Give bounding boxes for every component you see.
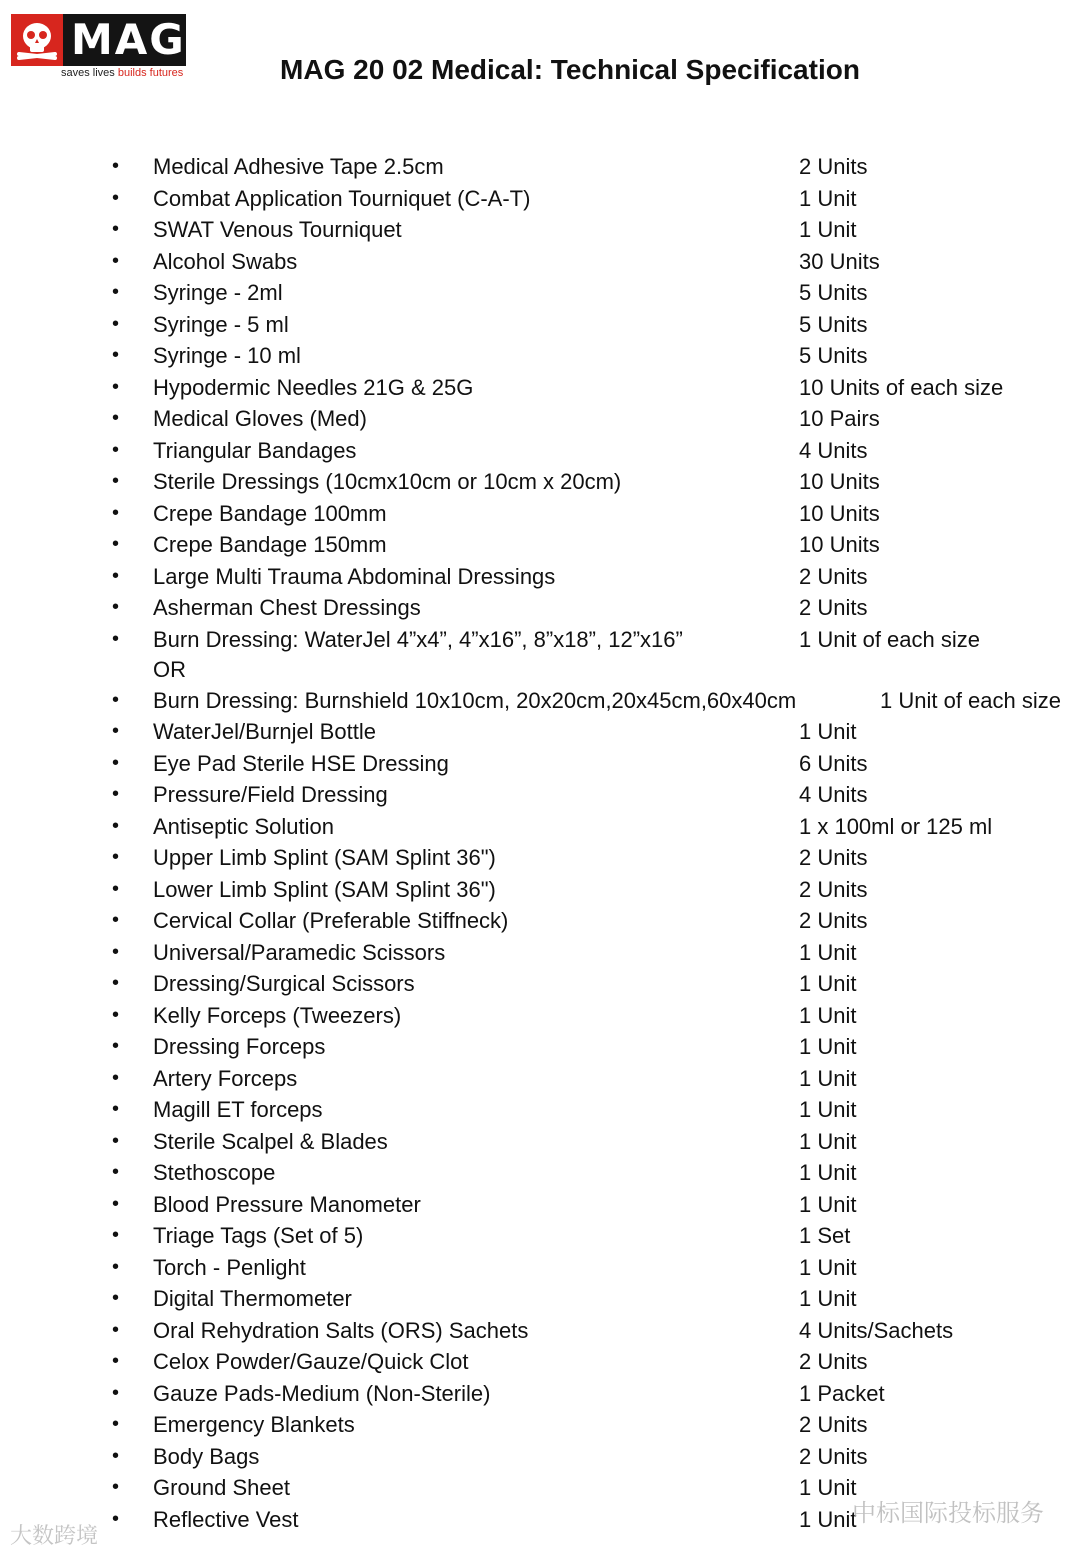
watermark-left: 大数跨境: [10, 1524, 99, 1549]
list-item: [0, 1283, 1080, 1315]
item-name: Universal/Paramedic Scissors: [153, 939, 446, 965]
list-item: [0, 811, 1080, 843]
list-item: [0, 1315, 1080, 1347]
item-quantity: 1 Unit: [799, 939, 857, 965]
bullet-icon: •: [112, 1066, 120, 1089]
item-name: Syringe - 2ml: [153, 280, 283, 305]
bullet-icon: •: [112, 1287, 120, 1309]
item-name: Kelly Forceps (Tweezers): [153, 1002, 402, 1028]
bullet-icon: •: [112, 407, 120, 429]
item-name: Magill ET forceps: [153, 1097, 323, 1122]
item-quantity: 1 Unit: [799, 1191, 857, 1217]
watermark-right: 中标国际投标服务: [852, 1499, 1044, 1527]
item-name: Hypodermic Needles 21G & 25G: [153, 374, 474, 400]
item-quantity: 2 Units: [799, 1349, 868, 1374]
item-quantity: 1 Unit: [799, 1160, 857, 1185]
bullet-icon: •: [112, 438, 120, 461]
list-item: [0, 748, 1080, 780]
list-item: [0, 968, 1080, 1000]
list-item: [0, 779, 1080, 811]
item-quantity: 10 Units: [799, 532, 880, 557]
list-item: [0, 624, 1080, 685]
list-item: [0, 1220, 1080, 1252]
item-quantity: 5 Units: [799, 280, 868, 305]
list-item: [0, 937, 1080, 969]
list-item: [0, 372, 1080, 404]
item-name: Crepe Bandage 100mm: [153, 500, 387, 526]
item-quantity: 10 Units of each size: [799, 374, 1004, 400]
item-quantity: 1 Unit: [799, 1097, 857, 1122]
item-quantity: 2 Units: [799, 876, 868, 902]
item-name: Antiseptic Solution: [153, 813, 334, 839]
item-name: Cervical Collar (Preferable Stiffneck): [153, 908, 509, 933]
item-quantity: 2 Units: [799, 595, 868, 620]
list-item: [0, 466, 1080, 498]
bullet-icon: •: [112, 972, 120, 994]
bullet-icon: •: [112, 783, 120, 805]
item-quantity: 10 Pairs: [799, 406, 880, 431]
bullet-icon: •: [112, 249, 120, 272]
bullet-icon: •: [112, 533, 120, 555]
bullet-icon: •: [112, 501, 120, 524]
item-name: Blood Pressure Manometer: [153, 1191, 421, 1217]
item-name: Emergency Blankets: [153, 1412, 355, 1437]
item-quantity: 1 Set: [799, 1223, 851, 1248]
bullet-icon: •: [112, 1161, 120, 1183]
item-quantity: 2 Units: [799, 845, 868, 870]
page-title: MAG 20 02 Medical: Technical Specification: [280, 54, 860, 85]
list-item: [0, 309, 1080, 341]
bullet-icon: •: [112, 909, 120, 931]
item-name: Digital Thermometer: [153, 1286, 352, 1311]
item-note: OR: [153, 656, 186, 682]
bullet-icon: •: [112, 1224, 120, 1246]
item-name: Syringe - 5 ml: [153, 311, 289, 337]
list-item: [0, 340, 1080, 372]
item-name: SWAT Venous Tourniquet: [153, 217, 402, 242]
list-item: [0, 874, 1080, 906]
list-item: [0, 716, 1080, 748]
item-name: Burn Dressing: Burnshield 10x10cm, 20x20cm,20x45cm,60x40cm: [153, 687, 797, 713]
bullet-icon: •: [112, 312, 120, 335]
list-item: [0, 1409, 1080, 1441]
item-quantity: 4 Units: [799, 437, 868, 463]
list-item: [0, 1031, 1080, 1063]
item-name: Gauze Pads-Medium (Non-Sterile): [153, 1380, 491, 1406]
item-quantity: 2 Units: [799, 1412, 868, 1437]
item-quantity: 2 Units: [799, 908, 868, 933]
bullet-icon: •: [112, 627, 120, 650]
item-quantity: 5 Units: [799, 311, 868, 337]
item-name: Oral Rehydration Salts (ORS) Sachets: [153, 1317, 529, 1343]
bullet-icon: •: [112, 1476, 120, 1498]
bullet-icon: •: [112, 596, 120, 618]
bullet-icon: •: [112, 940, 120, 963]
list-item: [0, 1094, 1080, 1126]
list-item: [0, 151, 1080, 183]
list-item: [0, 1157, 1080, 1189]
bullet-icon: •: [112, 1192, 120, 1215]
bullet-icon: •: [112, 846, 120, 868]
bullet-icon: •: [112, 375, 120, 398]
item-name: Dressing Forceps: [153, 1034, 326, 1059]
item-quantity: 1 Unit: [799, 185, 857, 211]
item-name: Syringe - 10 ml: [153, 343, 301, 368]
list-item: [0, 498, 1080, 530]
item-quantity: 2 Units: [799, 563, 868, 589]
list-item: [0, 1063, 1080, 1095]
item-quantity: 1 x 100ml or 125 ml: [799, 813, 993, 839]
item-quantity: 2 Units: [799, 1443, 868, 1469]
list-item: [0, 183, 1080, 215]
item-name: Eye Pad Sterile HSE Dressing: [153, 750, 449, 776]
item-name: Crepe Bandage 150mm: [153, 532, 387, 557]
list-item: [0, 403, 1080, 435]
item-name: Torch - Penlight: [153, 1254, 306, 1280]
item-quantity: 1 Unit: [799, 1475, 857, 1500]
item-quantity: 1 Unit of each size: [799, 626, 980, 652]
item-name: Stethoscope: [153, 1160, 276, 1185]
item-quantity: 1 Unit of each size: [880, 687, 1061, 713]
bullet-icon: •: [112, 218, 120, 240]
bullet-icon: •: [112, 877, 120, 900]
specification-list: [0, 151, 1080, 1535]
item-name: Sterile Scalpel & Blades: [153, 1128, 388, 1154]
list-item: [0, 214, 1080, 246]
item-name: Combat Application Tourniquet (C-A-T): [153, 185, 531, 211]
item-name: Body Bags: [153, 1443, 260, 1469]
list-item: [0, 246, 1080, 278]
item-name: Large Multi Trauma Abdominal Dressings: [153, 563, 556, 589]
bullet-icon: •: [112, 281, 120, 303]
item-quantity: 6 Units: [799, 750, 868, 776]
item-name: WaterJel/Burnjel Bottle: [153, 719, 376, 744]
bullet-icon: •: [112, 1129, 120, 1152]
item-quantity: 5 Units: [799, 343, 868, 368]
list-item: [0, 905, 1080, 937]
bullet-icon: •: [112, 1098, 120, 1120]
bullet-icon: •: [112, 344, 120, 366]
bullet-icon: •: [112, 1350, 120, 1372]
logo-wordmark: MAG: [71, 15, 186, 64]
bullet-icon: •: [112, 1507, 120, 1530]
bullet-icon: •: [112, 155, 120, 177]
item-quantity: 1 Unit: [799, 1128, 857, 1154]
bullet-icon: •: [112, 814, 120, 837]
list-item: [0, 592, 1080, 624]
bullet-icon: •: [112, 564, 120, 587]
item-quantity: 4 Units/Sachets: [799, 1317, 954, 1343]
list-item: [0, 277, 1080, 309]
bullet-icon: •: [112, 1381, 120, 1404]
item-name: Alcohol Swabs: [153, 248, 298, 274]
item-quantity: 1 Packet: [799, 1380, 885, 1406]
item-quantity: 1 Unit: [799, 1034, 857, 1059]
bullet-icon: •: [112, 688, 120, 711]
tagline-part1: saves lives: [61, 67, 118, 79]
item-name: Upper Limb Splint (SAM Splint 36"): [153, 845, 496, 870]
item-quantity: 1 Unit: [799, 971, 857, 996]
list-item: [0, 1441, 1080, 1473]
list-item: [0, 1252, 1080, 1284]
list-item: [0, 1189, 1080, 1221]
list-item: [0, 1346, 1080, 1378]
item-quantity: 4 Units: [799, 782, 868, 807]
item-name: Triage Tags (Set of 5): [153, 1223, 364, 1248]
list-item: [0, 842, 1080, 874]
item-quantity: 1 Unit: [799, 1506, 857, 1532]
item-name: Pressure/Field Dressing: [153, 782, 388, 807]
list-item: [0, 1000, 1080, 1032]
item-quantity: 10 Units: [799, 469, 880, 494]
bullet-icon: •: [112, 751, 120, 774]
item-name: Triangular Bandages: [153, 437, 357, 463]
list-item: [0, 435, 1080, 467]
list-item: [0, 529, 1080, 561]
bullet-icon: •: [112, 186, 120, 209]
item-name: Ground Sheet: [153, 1475, 290, 1500]
item-quantity: 2 Units: [799, 154, 868, 179]
bullet-icon: •: [112, 1003, 120, 1026]
item-name: Dressing/Surgical Scissors: [153, 971, 415, 996]
item-name: Medical Adhesive Tape 2.5cm: [153, 154, 444, 179]
item-name: Sterile Dressings (10cmx10cm or 10cm x 20cm): [153, 469, 622, 494]
item-quantity: 1 Unit: [799, 1254, 857, 1280]
item-quantity: 10 Units: [799, 500, 880, 526]
bullet-icon: •: [112, 1318, 120, 1341]
bullet-icon: •: [112, 720, 120, 742]
item-quantity: 1 Unit: [799, 1002, 857, 1028]
bullet-icon: •: [112, 1413, 120, 1435]
item-quantity: 1 Unit: [799, 1065, 857, 1091]
bullet-icon: •: [112, 1255, 120, 1278]
list-item: [0, 561, 1080, 593]
item-name: Asherman Chest Dressings: [153, 595, 421, 620]
list-item: [0, 1378, 1080, 1410]
list-item: [0, 685, 1080, 717]
item-name: Medical Gloves (Med): [153, 406, 367, 431]
item-name: Artery Forceps: [153, 1065, 298, 1091]
item-quantity: 1 Unit: [799, 719, 857, 744]
list-item: [0, 1126, 1080, 1158]
bullet-icon: •: [112, 1444, 120, 1467]
item-name: Reflective Vest: [153, 1506, 299, 1532]
item-quantity: 1 Unit: [799, 217, 857, 242]
item-name: Lower Limb Splint (SAM Splint 36"): [153, 876, 496, 902]
bullet-icon: •: [112, 1035, 120, 1057]
item-name: Burn Dressing: WaterJel 4”x4”, 4”x16”, 8”x18”, 12”x16”: [153, 626, 683, 652]
item-name: Celox Powder/Gauze/Quick Clot: [153, 1349, 469, 1374]
bullet-icon: •: [112, 470, 120, 492]
item-quantity: 1 Unit: [799, 1286, 857, 1311]
item-quantity: 30 Units: [799, 248, 880, 274]
tagline-part2: builds futures: [117, 67, 184, 79]
